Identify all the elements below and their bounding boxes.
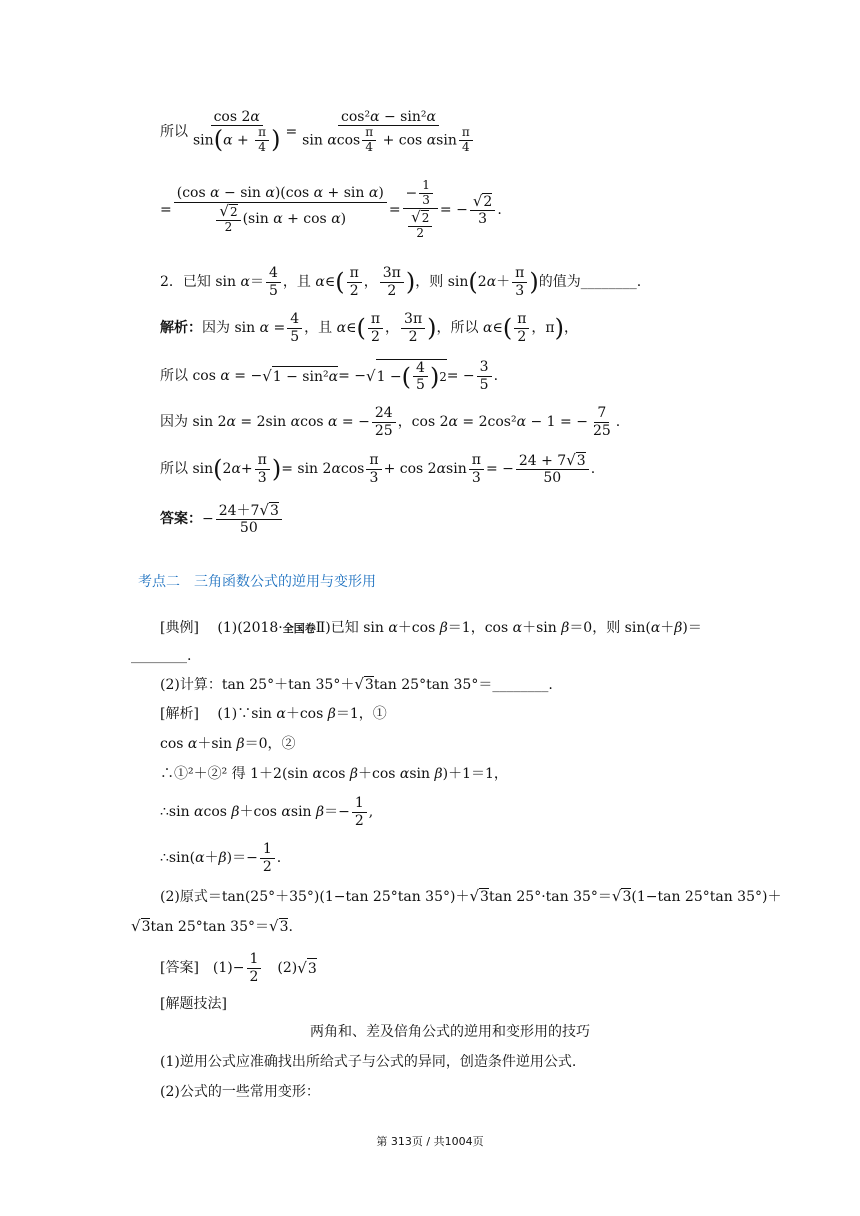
analysis-line-3: ∴①²＋②² 得 1＋2(sin αcos β＋cos αsin β)＋1＝1， xyxy=(160,766,508,782)
technique-item-2: (2)公式的一些常用变形： xyxy=(160,1084,320,1100)
analysis-line-4: ∴sin αcos β＋cos αsin β＝− $\frac{1}{2}$ , xyxy=(160,795,374,829)
analysis-line-7: √3tan 25°tan 35°＝√3. xyxy=(131,917,293,935)
so-yi-text: 所以 xyxy=(160,124,188,140)
example-blank: ________. xyxy=(131,648,192,664)
analysis-line-1: [解析] (1)∵sin α＋cos β＝1，① xyxy=(160,706,387,722)
section-title: 考点二 三角函数公式的逆用与变形用 xyxy=(138,574,376,590)
solution-line-2: 所以 cos α = − √ 1 − sin²α = − √ 1 − ( $\frac{4}{5}$ ) 2 = − $\frac{3}{5}$ . xyxy=(160,359,499,393)
fraction-expanded: cos²α − sin²α sin αcos $\frac{\pi}{4}$ + cos αsin $\frac{\pi}{4}$ xyxy=(299,109,478,155)
technique-item-1: (1)逆用公式应准确找出所给式子与公式的异同，创造条件逆用公式. xyxy=(160,1054,577,1070)
formula-line-1: 所以 cos 2α sin(α + $\frac{\pi}{4}$ ) = cos²α − sin²α sin αcos $\frac{\pi}{4}$ + cos αsin $\frac{\pi}{4}$ xyxy=(160,104,480,160)
example-answer-label: [答案] xyxy=(160,960,199,976)
example-label: [典例] xyxy=(160,620,199,636)
problem-2-stem: 2．已知 sin α＝ $\frac{4}{5}$ ，且 α∈ ( $\frac{\pi}{2}$ ， $\frac{3\pi}{2}$ ) ，则 sin ( 2 α ＋ $\frac{\pi}{3}$ ) 的值为________. xyxy=(160,265,642,299)
fraction-result: $\frac{√2}{3}$ xyxy=(470,193,495,227)
technique-label: [解题技法] xyxy=(160,996,227,1012)
formula-line-2: = (cos α − sin α)(cos α + sin α) $\frac{√2}{2}$ (sin α + cos α) = − $\frac{1}{3}$ $\frac{√2}{2}$ = − $\frac{√2}{3}$ . xyxy=(160,178,502,241)
answer-line-2: 答案： − $\frac{24+7√3}{50}$ xyxy=(160,498,284,540)
fraction-cos2a: cos 2α sin(α + $\frac{\pi}{4}$ ) xyxy=(193,109,281,155)
fraction-compound: − $\frac{1}{3}$ $\frac{√2}{2}$ xyxy=(403,179,438,241)
example-line-1: [典例] (1)(2018·全国卷Ⅱ)已知 sin α＋cos β＝1，cos α＋sin β＝0，则 sin(α＋β)＝ xyxy=(160,620,702,636)
analysis-label: [解析] xyxy=(160,706,199,722)
solution-label: 解析： xyxy=(160,320,202,336)
example-answer: [答案] (1)− $\frac{1}{2}$ (2) √ 3 xyxy=(160,951,317,985)
solution-line-1: 解析： 因为 sin α = $\frac{4}{5}$ ，且 α∈ ( $\frac{\pi}{2}$ ， $\frac{3\pi}{2}$ ) ，所以 α∈ ( $\frac{\pi}{2}$ ，π ) ， xyxy=(160,311,578,345)
analysis-line-6: (2)原式＝tan(25°＋35°)(1−tan 25°tan 35°)＋√3tan 25°·tan 35°＝√3(1−tan 25°tan 35°)＋ xyxy=(160,887,782,905)
analysis-line-2: cos α＋sin β＝0，② xyxy=(160,736,296,752)
answer-label: 答案： xyxy=(160,511,202,527)
solution-line-3: 因为 sin 2α = 2sin αcos α = − $\frac{24}{25}$ ，cos 2α = 2cos²α − 1 = − $\frac{7}{25}$ . xyxy=(160,405,621,439)
example-line-2: (2)计算：tan 25°＋tan 35°＋√3tan 25°tan 35°＝________. xyxy=(160,675,553,693)
analysis-line-5: ∴sin(α＋β)＝− $\frac{1}{2}$ . xyxy=(160,841,282,875)
technique-title: 两角和、差及倍角公式的逆用和变形用的技巧 xyxy=(310,1024,590,1040)
fraction-factored: (cos α − sin α)(cos α + sin α) $\frac{√2}{2}$ (sin α + cos α) xyxy=(174,185,387,234)
page-footer: 第 313页 / 共1004页 xyxy=(376,1135,484,1148)
solution-line-4: 所以 sin ( 2 α + $\frac{\pi}{3}$ ) = sin 2αcos $\frac{\pi}{3}$ + cos 2αsin $\frac{\pi}{3}$ = − $\frac{24 + 7√3}{50}$ . xyxy=(160,450,596,487)
